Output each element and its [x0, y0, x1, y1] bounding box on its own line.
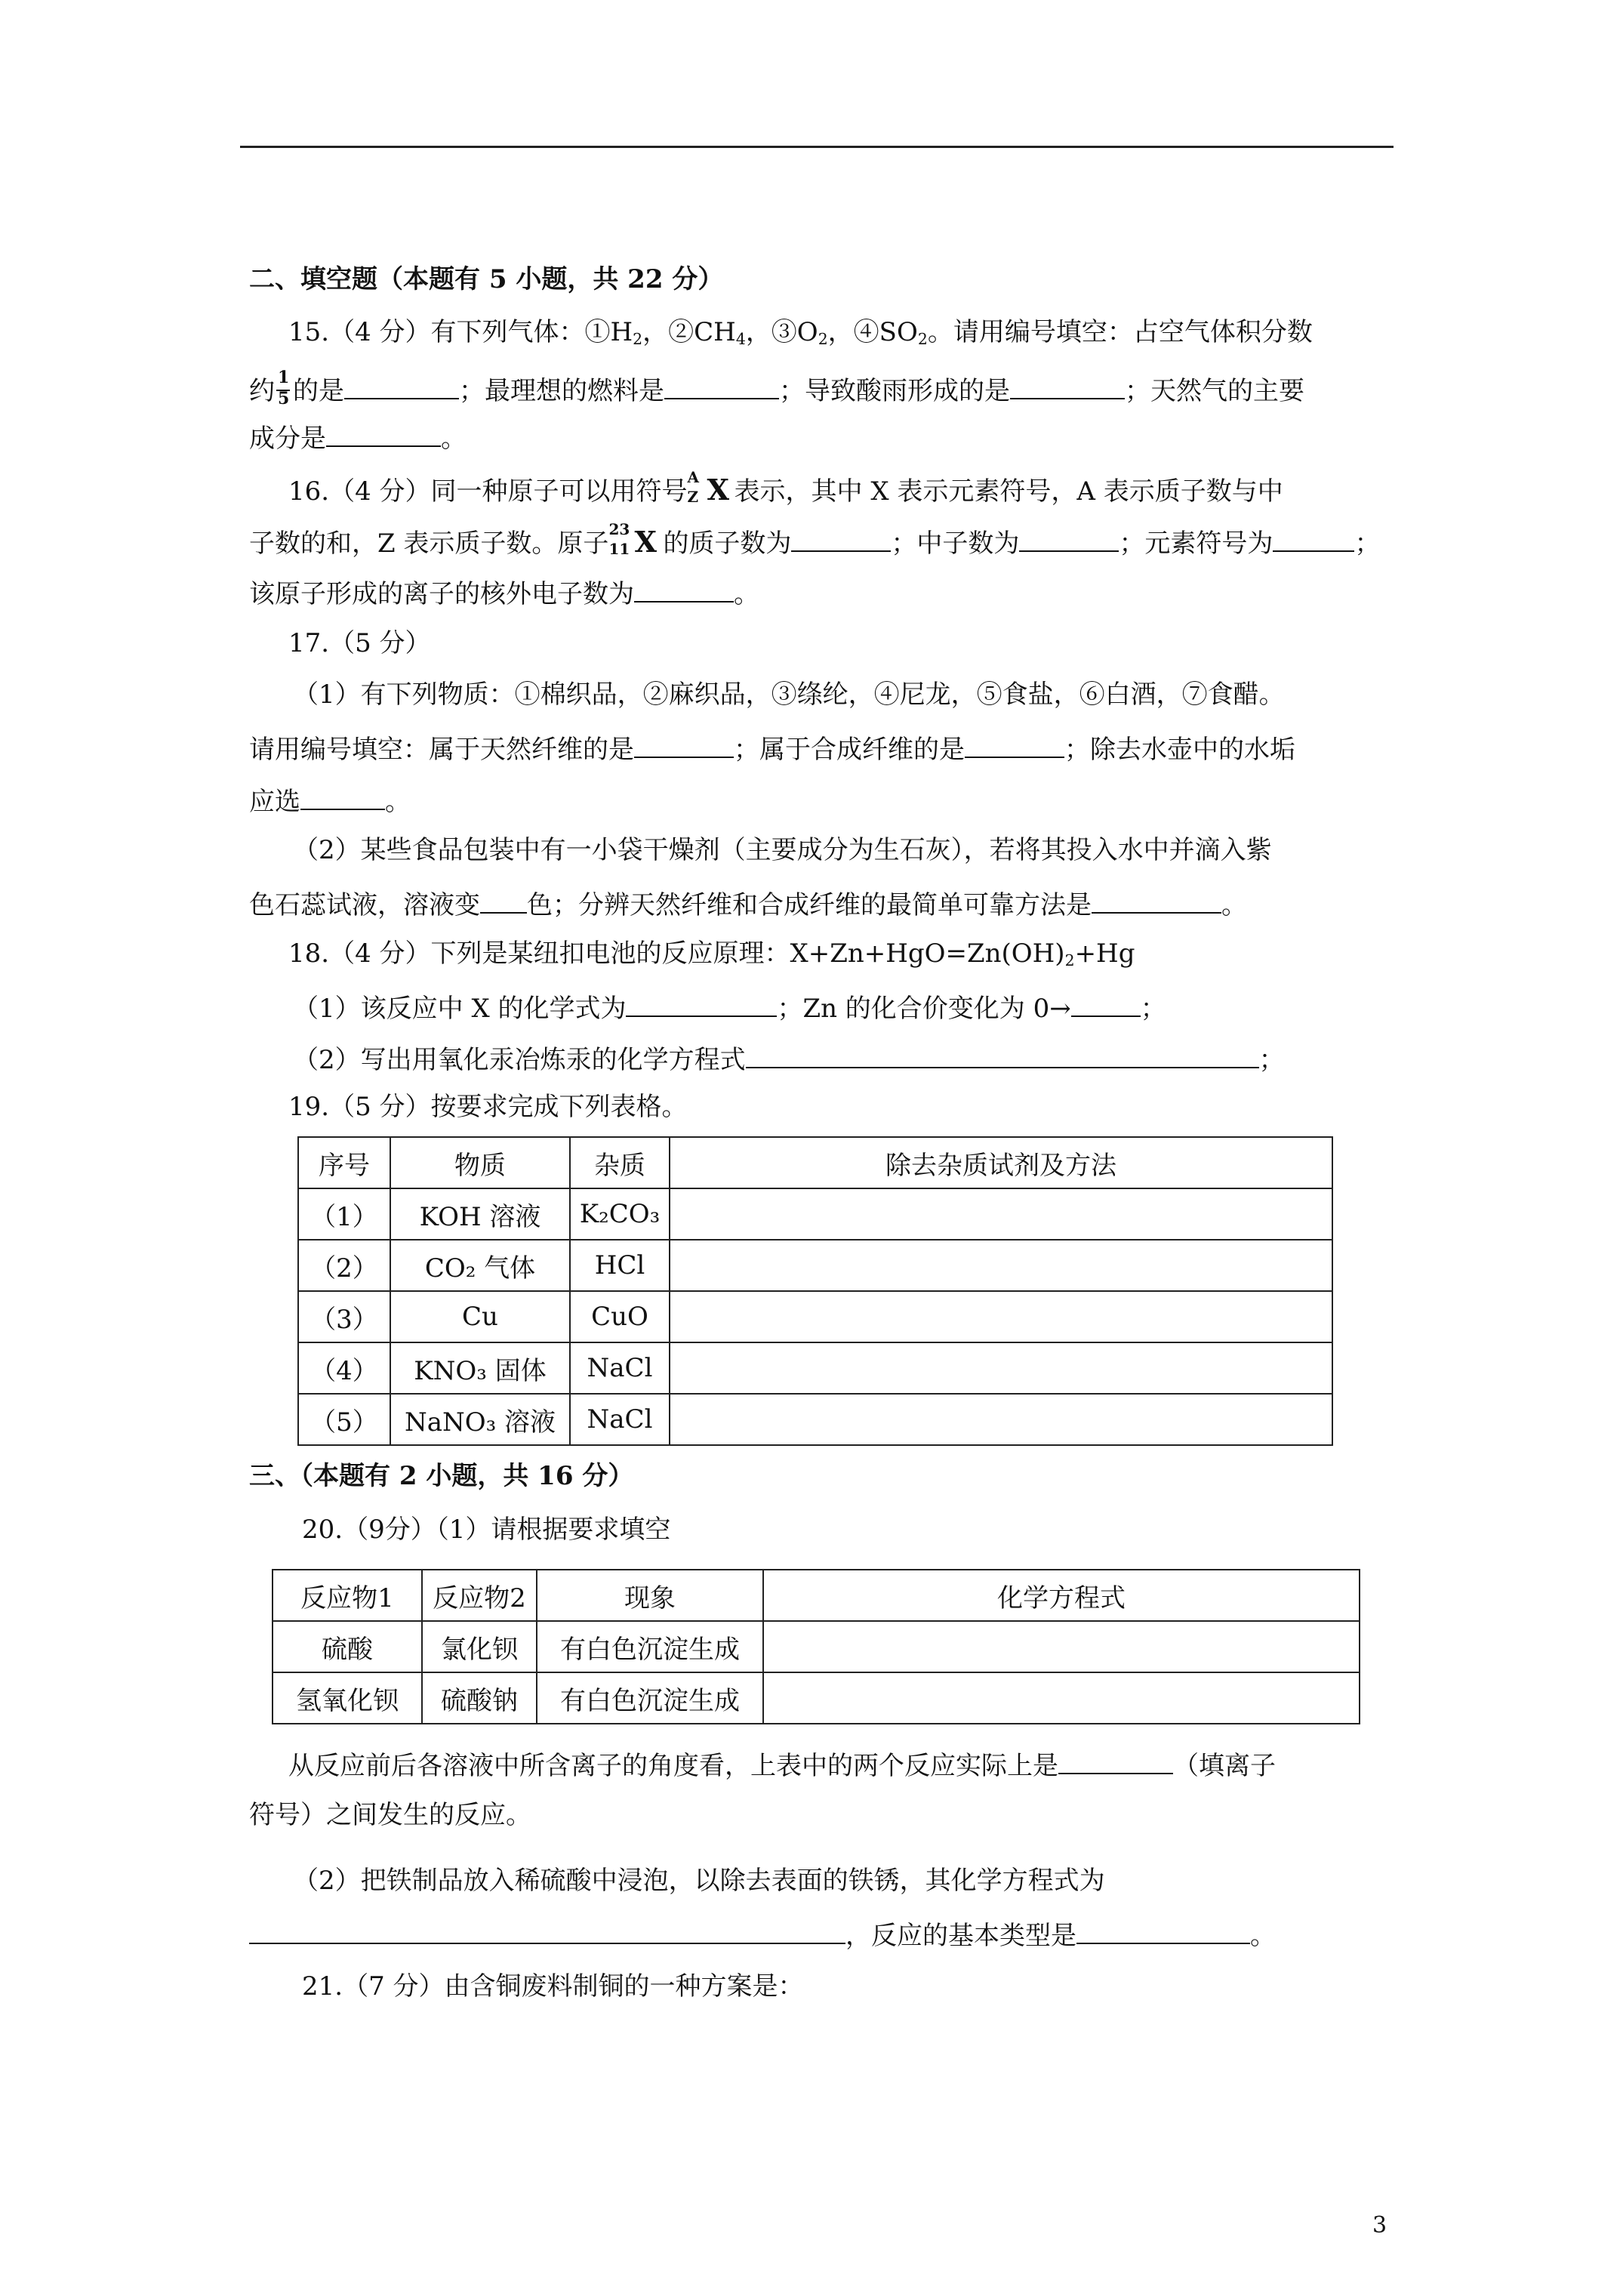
q19-table: [297, 1136, 1333, 1446]
table-cell: 有白色沉淀生成: [537, 1672, 763, 1724]
q16-line1: 16.（4 分）同一种原子可以用符号 A Z X 表示，其中 X 表示元素符号，A 表示质子数与中: [288, 468, 1283, 507]
answer-blank[interactable]: [664, 375, 779, 399]
section2-title: 二、填空题（本题有 5 小题，共 22 分）: [249, 264, 724, 294]
q18-p2: （2）写出用氧化汞冶炼汞的化学方程式 ；: [293, 1045, 1285, 1075]
q20-p2-line2: ，反应的基本类型是 。: [249, 1920, 1276, 1949]
table-row: [298, 1394, 1332, 1445]
answer-cell[interactable]: [670, 1188, 1332, 1240]
q18-head: 18.（4 分）下列是某纽扣电池的反应原理：$X+Zn+HgO=Zn(OH)_2+Hg$: [288, 938, 1135, 970]
table-cell: （4）: [298, 1342, 390, 1394]
answer-blank[interactable]: [249, 1920, 845, 1944]
table-cell: 硫酸: [273, 1621, 422, 1672]
q15-line2: 约 $\frac{1}{5}$ 的是 ；最理想的燃料是 ；导致酸雨形成的是 ；天然气的主要: [249, 368, 1304, 408]
table-cell: NaNO₃ 溶液: [390, 1394, 570, 1445]
q19-head: 19.（5 分）按要求完成下列表格。: [288, 1092, 688, 1122]
q20-after-line1: 从反应前后各溶液中所含离子的角度看，上表中的两个反应实际上是 （填离子: [288, 1751, 1276, 1781]
table-header-cell: 除去杂质试剂及方法: [670, 1137, 1332, 1188]
section3-title: 三、（本题有 2 小题，共 16 分）: [249, 1461, 634, 1491]
q20-head: 20.（9分）（1）请根据要求填空: [302, 1515, 671, 1545]
table-cell: HCl: [570, 1240, 670, 1291]
q17-head: 17.（5 分）: [288, 628, 431, 658]
q20-table: [272, 1569, 1360, 1724]
answer-blank[interactable]: [344, 375, 459, 399]
answer-blank[interactable]: [1076, 1920, 1250, 1944]
q15-line1: 15.（4 分）有下列气体：$①H_2$，$②CH_4$，$③O_2$，$④SO_2$。请用编号填空：占空气体积分数: [288, 317, 1313, 349]
answer-blank[interactable]: [791, 528, 891, 552]
answer-blank[interactable]: [1071, 993, 1141, 1017]
q15-line3: 成分是 。: [249, 424, 467, 454]
table-cell: CO₂ 气体: [390, 1240, 570, 1291]
answer-blank[interactable]: [1010, 375, 1125, 399]
table-cell: CuO: [570, 1291, 670, 1342]
table-cell: （2）: [298, 1240, 390, 1291]
q18-p1: （1）该反应中 X 的化学式为 ；Zn 的化合价变化为 0→ ；: [293, 994, 1166, 1024]
page-number: 3: [1372, 2212, 1387, 2239]
table-cell: KOH 溶液: [390, 1188, 570, 1240]
answer-blank[interactable]: [480, 889, 527, 914]
table-row: [273, 1621, 1360, 1672]
table-cell: 有白色沉淀生成: [537, 1621, 763, 1672]
table-cell: Cu: [390, 1291, 570, 1342]
table-header-cell: 序号: [298, 1137, 390, 1188]
answer-blank[interactable]: [1019, 528, 1119, 552]
table-cell: K₂CO₃: [570, 1188, 670, 1240]
answer-cell[interactable]: [670, 1342, 1332, 1394]
table-cell: 硫酸钠: [422, 1672, 537, 1724]
q16-line2: 子数的和，Z 表示质子数。原子 23 11 X 的质子数为 ；中子数为 ；元素符号为 ；: [249, 520, 1381, 559]
table-cell: （3）: [298, 1291, 390, 1342]
table-cell: KNO₃ 固体: [390, 1342, 570, 1394]
q17-p2-line1: （2）某些食品包装中有一小袋干燥剂（主要成分为生石灰），若将其投入水中并滴入紫: [293, 835, 1272, 865]
table-cell: NaCl: [570, 1342, 670, 1394]
table-header-cell: 杂质: [570, 1137, 670, 1188]
q20-after-line2: 符号）之间发生的反应。: [249, 1800, 531, 1830]
answer-cell[interactable]: [670, 1394, 1332, 1445]
table-row: [298, 1240, 1332, 1291]
table-header-cell: 物质: [390, 1137, 570, 1188]
table-cell: 氢氧化钡: [273, 1672, 422, 1724]
answer-blank[interactable]: [626, 993, 777, 1017]
table-header-cell: 现象: [537, 1570, 763, 1621]
q17-p1-line2: 请用编号填空：属于天然纤维的是 ；属于合成纤维的是 ；除去水壶中的水垢: [249, 735, 1295, 765]
answer-cell[interactable]: [763, 1621, 1360, 1672]
table-cell: （5）: [298, 1394, 390, 1445]
table-row: [273, 1672, 1360, 1724]
header-rule: [240, 146, 1394, 148]
table-row: [298, 1342, 1332, 1394]
table-header-cell: 化学方程式: [763, 1570, 1360, 1621]
answer-cell[interactable]: [763, 1672, 1360, 1724]
q17-p1-line1: （1）有下列物质：①棉织品，②麻织品，③绦纶，④尼龙，⑤食盐，⑥白酒，⑦食醋。: [293, 680, 1285, 710]
answer-blank[interactable]: [746, 1044, 1259, 1068]
answer-blank[interactable]: [1058, 1750, 1173, 1774]
table-header-row: [273, 1570, 1360, 1621]
table-header-row: [298, 1137, 1332, 1188]
answer-blank[interactable]: [300, 786, 385, 810]
answer-blank[interactable]: [965, 734, 1064, 758]
table-header-cell: 反应物1: [273, 1570, 422, 1621]
answer-blank[interactable]: [1092, 889, 1221, 914]
answer-blank[interactable]: [326, 423, 441, 447]
fraction-one-fifth: $\frac{1}{5}$: [278, 368, 290, 408]
table-row: [298, 1188, 1332, 1240]
nuclide-symbol: A Z X: [687, 468, 729, 507]
nuclide-symbol-23-11: 23 11 X: [608, 520, 657, 559]
q20-p2-line1: （2）把铁制品放入稀硫酸中浸泡，以除去表面的铁锈，其化学方程式为: [293, 1866, 1105, 1896]
table-cell: NaCl: [570, 1394, 670, 1445]
table-cell: 氯化钡: [422, 1621, 537, 1672]
table-header-cell: 反应物2: [422, 1570, 537, 1621]
q17-p2-line2: 色石蕊试液，溶液变 色；分辨天然纤维和合成纤维的最简单可靠方法是 。: [249, 890, 1247, 920]
answer-blank[interactable]: [1273, 528, 1354, 552]
answer-blank[interactable]: [634, 734, 734, 758]
answer-cell[interactable]: [670, 1240, 1332, 1291]
table-cell: （1）: [298, 1188, 390, 1240]
table-row: [298, 1291, 1332, 1342]
q21-head: 21.（7 分）由含铜废料制铜的一种方案是：: [302, 1971, 804, 2002]
q16-line3: 该原子形成的离子的核外电子数为 。: [249, 579, 759, 609]
answer-cell[interactable]: [670, 1291, 1332, 1342]
answer-blank[interactable]: [634, 578, 734, 603]
q17-p1-line3: 应选 。: [249, 787, 411, 817]
